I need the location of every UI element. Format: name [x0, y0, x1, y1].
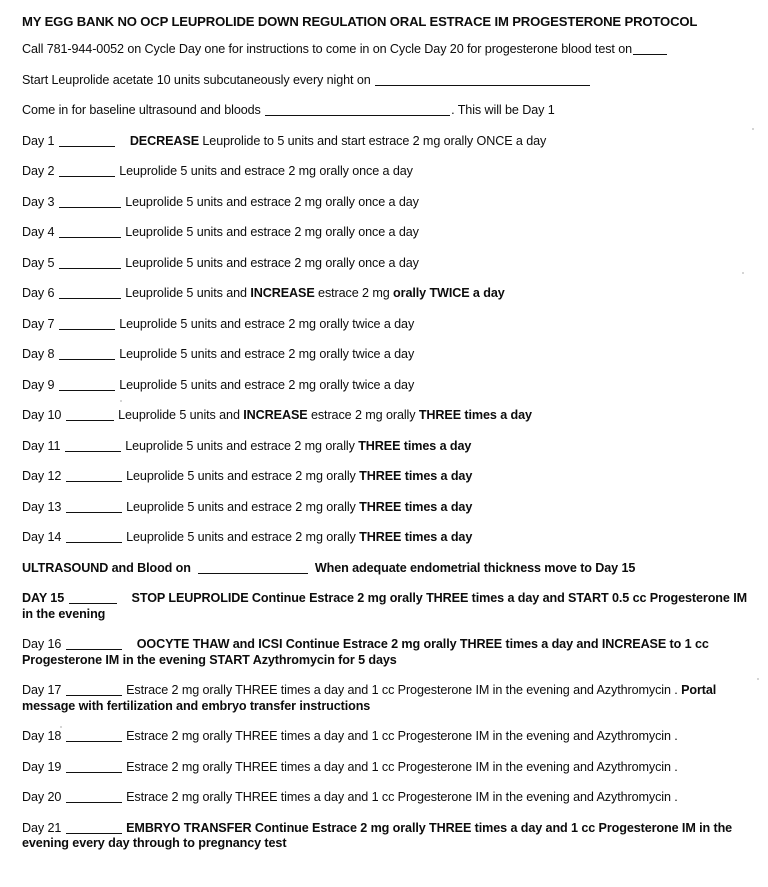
- day-row: [22, 164, 752, 180]
- day-instruction-emphasis: THREE times a day: [359, 530, 473, 544]
- blank-field-date[interactable]: [66, 470, 122, 482]
- day-row: [22, 469, 752, 485]
- day-label: Day 17: [22, 683, 62, 697]
- day-label: Day 18: [22, 729, 62, 743]
- day-instruction-text: Leuprolide 5 units and estrace 2 mg orally once a day: [119, 164, 413, 178]
- day-instruction-emphasis: INCREASE: [243, 408, 308, 422]
- day-row: [22, 683, 752, 714]
- blank-field-date[interactable]: [59, 287, 121, 299]
- day-instruction-emphasis: orally TWICE a day: [393, 286, 505, 300]
- day-instruction-text: Leuprolide 5 units and estrace 2 mg orally: [125, 438, 359, 453]
- day-label: Day 16: [22, 637, 62, 651]
- blank-field-start-date[interactable]: [375, 74, 590, 86]
- day-label: DAY 15: [22, 591, 65, 605]
- day-label: Day 12: [22, 469, 62, 483]
- day-instruction-emphasis: THREE times a day: [358, 438, 472, 453]
- day-row: [22, 225, 752, 241]
- day-label: Day 13: [22, 499, 62, 514]
- day-instruction-text: Leuprolide 5 units and estrace 2 mg orally twice a day: [119, 347, 415, 361]
- day-row: [22, 134, 752, 150]
- intro-start-leuprolide-text: Start Leuprolide acetate 10 units subcutaneously every night on: [22, 72, 375, 87]
- intro-call-text: Call 781-944-0052 on Cycle Day one for instructions to come in on Cycle Day 20 for progesterone blood test on: [22, 42, 633, 56]
- scan-speck: [60, 726, 62, 728]
- blank-field-date[interactable]: [66, 822, 122, 834]
- intro-baseline-text: Come in for baseline ultrasound and bloods: [22, 103, 265, 117]
- day-instruction-text: Leuprolide 5 units and estrace 2 mg orally once a day: [125, 194, 419, 209]
- blank-field-date[interactable]: [59, 379, 115, 391]
- blank-field-date[interactable]: [59, 318, 115, 330]
- day-label: Day 9: [22, 377, 55, 392]
- day-row: [22, 378, 752, 394]
- day-instruction-text: estrace 2 mg: [314, 286, 394, 300]
- day-label: Day 7: [22, 316, 55, 331]
- blank-field-date[interactable]: [59, 348, 115, 360]
- day-instruction-text: Estrace 2 mg orally THREE times a day and 1 cc Progesterone IM in the evening and Azythromycin .: [126, 729, 678, 743]
- day-instruction-emphasis: THREE times a day: [418, 408, 532, 422]
- day-row: [22, 439, 752, 455]
- day-instruction-emphasis: THREE times a day: [359, 469, 473, 483]
- blank-field-date[interactable]: [66, 730, 122, 742]
- intro-line-baseline: [22, 103, 752, 119]
- day-label: Day 4: [22, 225, 55, 239]
- day-instruction-text: Leuprolide 5 units and estrace 2 mg orally: [126, 469, 360, 483]
- day-label: Day 20: [22, 790, 62, 804]
- day-instruction-text: Leuprolide 5 units and estrace 2 mg orally twice a day: [119, 316, 415, 331]
- day-label: Day 14: [22, 530, 62, 544]
- day-row: [22, 256, 752, 272]
- day-row: [22, 790, 752, 806]
- blank-field-ultrasound-date[interactable]: [198, 562, 308, 574]
- day-instruction-emphasis: STOP LEUPROLIDE Continue Estrace 2 mg orally THREE times a day and START 0.5 cc Progesterone IM in the evening: [22, 591, 747, 621]
- blank-field-date[interactable]: [66, 684, 122, 696]
- day-label: Day 21: [22, 820, 62, 835]
- day-instruction-emphasis: INCREASE: [250, 286, 315, 300]
- scan-speck: [752, 128, 754, 130]
- day-instruction-emphasis: DECREASE: [129, 133, 199, 148]
- intro-baseline-suffix: . This will be Day 1: [451, 103, 555, 117]
- ultrasound-prefix: ULTRASOUND and Blood on: [22, 560, 191, 575]
- day-label: Day 6: [22, 286, 55, 300]
- day-instruction-emphasis: THREE times a day: [359, 499, 473, 514]
- blank-field-date[interactable]: [59, 135, 115, 147]
- day-instruction-emphasis: Portal message with fertilization and embryo transfer instructions: [22, 683, 717, 713]
- day-row: [22, 347, 752, 363]
- day-label: Day 19: [22, 759, 62, 774]
- day-row: [22, 637, 752, 668]
- day-label: Day 8: [22, 347, 55, 361]
- day-instruction-text: Leuprolide 5 units and estrace 2 mg orally: [126, 499, 360, 514]
- day-instruction-text: Leuprolide 5 units and: [125, 286, 251, 300]
- day-instruction-text: Leuprolide 5 units and: [118, 408, 244, 422]
- blank-field-date[interactable]: [66, 501, 122, 513]
- ultrasound-blood-line: [22, 561, 752, 577]
- day-label: Day 10: [22, 408, 62, 422]
- blank-field-call-date[interactable]: [633, 43, 667, 55]
- day-instruction-text: Leuprolide 5 units and estrace 2 mg orally twice a day: [119, 377, 415, 392]
- day-label: Day 3: [22, 194, 55, 209]
- day-instruction-text: Leuprolide 5 units and estrace 2 mg orally: [126, 530, 360, 544]
- scan-speck: [757, 678, 759, 680]
- blank-field-date[interactable]: [66, 409, 114, 421]
- day-row: [22, 317, 752, 333]
- day-row: [22, 729, 752, 745]
- day-row: [22, 821, 752, 852]
- blank-field-date[interactable]: [59, 257, 121, 269]
- day-instruction-text: Leuprolide 5 units and estrace 2 mg orally once a day: [125, 225, 419, 239]
- day-row: [22, 286, 752, 302]
- blank-field-date[interactable]: [66, 791, 122, 803]
- late-day-list: [20, 591, 752, 852]
- blank-field-date[interactable]: [66, 531, 122, 543]
- day-label: Day 1: [22, 133, 55, 148]
- scan-speck: [120, 400, 122, 402]
- day-instruction-text: Estrace 2 mg orally THREE times a day and 1 cc Progesterone IM in the evening and Azythromycin .: [126, 759, 678, 774]
- blank-field-date[interactable]: [59, 196, 121, 208]
- day-label: Day 5: [22, 255, 55, 270]
- day-list: [20, 134, 752, 546]
- ultrasound-suffix: When adequate endometrial thickness move to Day 15: [314, 560, 636, 575]
- blank-field-baseline-date[interactable]: [265, 104, 450, 116]
- day-instruction-emphasis: EMBRYO TRANSFER Continue Estrace 2 mg orally THREE times a day and 1 cc Progesterone IM in the evening every day through to pregnancy test: [22, 820, 733, 850]
- day-instruction-text: Leuprolide to 5 units and start estrace 2 mg orally ONCE a day: [199, 133, 547, 148]
- scan-speck: [742, 272, 744, 274]
- day-instruction-text: Leuprolide 5 units and estrace 2 mg orally once a day: [125, 255, 419, 270]
- day-instruction-text: Estrace 2 mg orally THREE times a day and 1 cc Progesterone IM in the evening and Azythromycin .: [126, 683, 682, 697]
- blank-field-date[interactable]: [66, 638, 122, 650]
- day-row: [22, 530, 752, 546]
- blank-field-date[interactable]: [65, 440, 121, 452]
- blank-field-date[interactable]: [59, 165, 115, 177]
- day-row: [22, 591, 752, 622]
- day-label: Day 2: [22, 164, 55, 178]
- day-row: [22, 760, 752, 776]
- day-row: [22, 500, 752, 516]
- blank-field-date[interactable]: [59, 226, 121, 238]
- day-label: Day 11: [22, 438, 61, 453]
- blank-field-date[interactable]: [66, 761, 122, 773]
- day-row: [22, 408, 752, 424]
- intro-line-start-leuprolide: [22, 73, 752, 89]
- day-row: [22, 195, 752, 211]
- day-instruction-text: Estrace 2 mg orally THREE times a day and 1 cc Progesterone IM in the evening and Azythromycin .: [126, 790, 678, 804]
- blank-field-date[interactable]: [69, 592, 117, 604]
- intro-line-call: [22, 42, 752, 58]
- day-instruction-text: estrace 2 mg orally: [307, 408, 419, 422]
- day-instruction-emphasis: OOCYTE THAW and ICSI Continue Estrace 2 mg orally THREE times a day and INCREASE to 1 cc Progesterone IM in the evening START Azythromycin for 5 days: [22, 637, 709, 667]
- page-title: MY EGG BANK NO OCP LEUPROLIDE DOWN REGULATION ORAL ESTRACE IM PROGESTERONE PROTOCOL: [22, 14, 698, 29]
